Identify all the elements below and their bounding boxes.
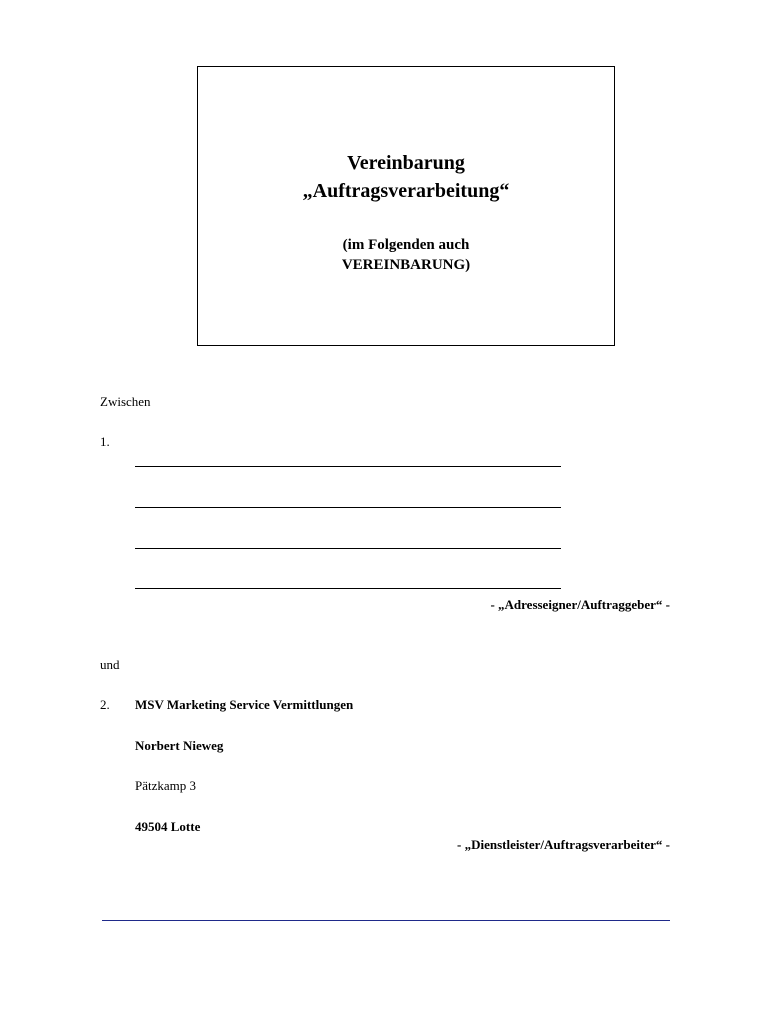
conjunction-text: und [100,657,120,672]
subtitle-line-1: (im Folgenden auch [342,237,470,253]
document-subtitle [198,235,614,275]
party2-company: MSV Marketing Service Vermittlungen [135,697,354,712]
title-line-1: Vereinbarung [347,152,465,174]
subtitle-line-2: VEREINBARUNG) [341,257,471,273]
party1-blank-line-3[interactable] [135,548,561,549]
party1-number: 1. [100,434,110,449]
party2-street: Pätzkamp 3 [135,778,197,793]
party1-blank-line-4[interactable] [135,588,561,589]
title-box [197,66,615,346]
party2-name: Norbert Nieweg [135,738,224,753]
intro-text: Zwischen [100,394,151,409]
party2-number: 2. [100,697,110,712]
party2-city: 49504 Lotte [135,819,201,834]
document-title [198,149,614,205]
party1-role: - „Adresseigner/Auftraggeber“ - [490,597,670,612]
footer-rule [102,920,670,921]
party1-blank-line-1[interactable] [135,466,561,467]
party2-role: - „Dienstleister/Auftragsverarbeiter“ - [457,837,670,852]
title-line-2: „Auftragsverarbeitung“ [302,180,510,202]
party1-blank-line-2[interactable] [135,507,561,508]
